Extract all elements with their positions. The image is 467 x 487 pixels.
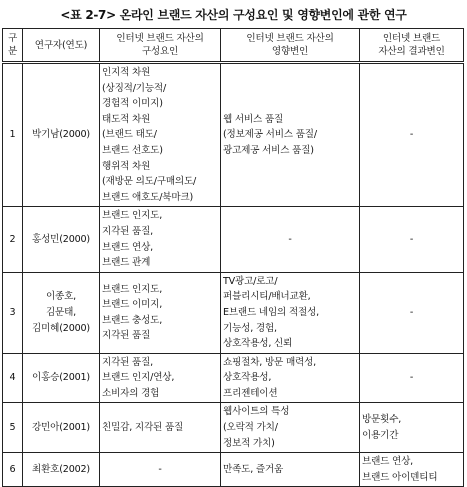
antecedents-line: 정보적 가치) xyxy=(223,437,275,449)
antecedents-line: 상호작용성, xyxy=(223,372,272,384)
header-antecedents xyxy=(221,29,360,63)
components-line: 브랜드 충성도, xyxy=(102,314,163,326)
header-outcomes-line: 인터넷 브랜드 xyxy=(382,33,441,44)
antecedents-cell xyxy=(221,272,360,353)
components-cell xyxy=(100,453,221,487)
outcomes-cell xyxy=(360,207,464,272)
antecedents-line: 기능성, 경험, xyxy=(223,322,277,334)
outcomes-line: 방문횟수, xyxy=(362,414,402,426)
components-cell xyxy=(100,403,221,453)
antecedents-line: TV광고/로고/ xyxy=(223,275,278,287)
components-line: - xyxy=(158,464,162,476)
outcomes-line: 브랜드 아이덴티티 xyxy=(362,471,438,483)
antecedents-line: E브랜드 네임의 적절성, xyxy=(223,306,320,318)
components-cell xyxy=(100,63,221,207)
antecedents-line: 쇼핑절차, 방문 매력성, xyxy=(223,356,317,368)
header-outcomes-line: 자산의 결과변인 xyxy=(378,46,445,57)
outcomes-cell xyxy=(360,353,464,403)
table-row xyxy=(3,272,464,353)
components-line: 브랜드 애호도/북마크) xyxy=(102,191,194,203)
row-number: 4 xyxy=(3,353,23,403)
table-row xyxy=(3,353,464,403)
antecedents-cell xyxy=(221,207,360,272)
components-line: 친밀감, 지각된 품질 xyxy=(102,422,184,434)
table-row xyxy=(3,453,464,487)
components-line: 브랜드 관계 xyxy=(102,257,151,269)
components-cell xyxy=(100,207,221,272)
table-row xyxy=(3,63,464,207)
outcomes-line: - xyxy=(409,233,414,245)
header-author xyxy=(23,29,100,63)
components-line: (브랜드 태도/ xyxy=(102,129,157,141)
header-row xyxy=(3,29,464,63)
header-no-line: 분 xyxy=(7,46,18,57)
author-cell: 박기남(2000) xyxy=(23,63,100,207)
header-components xyxy=(100,29,221,63)
components-line: (상징적/기능적/ xyxy=(102,82,167,94)
antecedents-cell xyxy=(221,453,360,487)
antecedents-line: - xyxy=(288,233,292,245)
row-number: 2 xyxy=(3,207,23,272)
antecedents-line: (오락적 가치/ xyxy=(223,422,278,434)
components-line: 지각된 품질, xyxy=(102,356,154,368)
header-outcomes xyxy=(360,29,464,63)
header-components-line: 인터넷 브랜드 자산의 xyxy=(116,33,204,44)
components-line: 브랜드 인지도, xyxy=(102,283,163,295)
outcomes-line: - xyxy=(409,372,414,384)
author-cell: 이종호, 김문태, 김미혜(2000) xyxy=(23,272,100,353)
components-cell xyxy=(100,272,221,353)
outcomes-line: - xyxy=(409,306,414,318)
antecedents-line: 상호작용성, 신뢰 xyxy=(223,338,293,350)
antecedents-line: (정보제공 서비스 품질/ xyxy=(223,129,317,141)
header-no-line: 구 xyxy=(7,33,18,44)
row-number: 6 xyxy=(3,453,23,487)
author-cell: 이홍승(2001) xyxy=(23,353,100,403)
header-no xyxy=(3,29,23,63)
components-line: 지각된 품질 xyxy=(102,330,151,342)
table-row xyxy=(3,403,464,453)
antecedents-line: 퍼블리시티/배너교환, xyxy=(223,291,311,303)
components-line: 소비자의 경험 xyxy=(102,387,160,399)
components-line: 지각된 품질, xyxy=(102,225,154,237)
outcomes-cell xyxy=(360,453,464,487)
components-line: 브랜드 이미지, xyxy=(102,299,163,311)
author-cell: 강민아(2001) xyxy=(23,403,100,453)
outcomes-cell xyxy=(360,403,464,453)
row-number: 5 xyxy=(3,403,23,453)
antecedents-line: 광고제공 서비스 품질) xyxy=(223,144,314,156)
outcomes-line: 브랜드 연상, xyxy=(362,456,414,468)
table-body xyxy=(3,63,464,487)
outcomes-cell xyxy=(360,63,464,207)
research-table xyxy=(2,28,464,487)
components-cell xyxy=(100,353,221,403)
header-antecedents-line: 인터넷 브랜드 자산의 xyxy=(246,33,334,44)
antecedents-line: 웹 서비스 품질 xyxy=(223,113,284,125)
antecedents-cell xyxy=(221,353,360,403)
antecedents-line: 프리젠테이션 xyxy=(223,387,278,399)
header-antecedents-line: 영향변인 xyxy=(271,46,309,57)
antecedents-line: 만족도, 즐거움 xyxy=(223,464,284,476)
components-line: 인지적 차원 xyxy=(102,67,151,78)
row-number: 3 xyxy=(3,272,23,353)
antecedents-line: 웹사이트의 특성 xyxy=(223,406,290,418)
author-cell: 홍성민(2000) xyxy=(23,207,100,272)
components-line: 브랜드 인지도, xyxy=(102,210,163,222)
outcomes-cell xyxy=(360,272,464,353)
components-line: 행위적 차원 xyxy=(102,160,151,172)
components-line: 브랜드 인지/연상, xyxy=(102,372,175,384)
components-line: (재방문 의도/구매의도/ xyxy=(102,176,197,188)
components-line: 브랜드 선호도) xyxy=(102,144,163,156)
antecedents-cell xyxy=(221,403,360,453)
header-components-line: 구성요인 xyxy=(141,46,179,57)
author-cell: 최환호(2002) xyxy=(23,453,100,487)
outcomes-line: 이용기간 xyxy=(362,429,399,441)
components-line: 경험적 이미지) xyxy=(102,98,163,110)
row-number: 1 xyxy=(3,63,23,207)
table-row xyxy=(3,207,464,272)
antecedents-cell xyxy=(221,63,360,207)
outcomes-line: - xyxy=(409,129,414,141)
table-caption: <표 2-7> 온라인 브랜드 자산의 구성요인 및 영향변인에 관한 연구 xyxy=(60,8,407,22)
components-line: 브랜드 연상, xyxy=(102,241,154,253)
components-line: 태도적 차원 xyxy=(102,113,151,125)
header-author-line: 연구자(연도) xyxy=(34,39,88,51)
